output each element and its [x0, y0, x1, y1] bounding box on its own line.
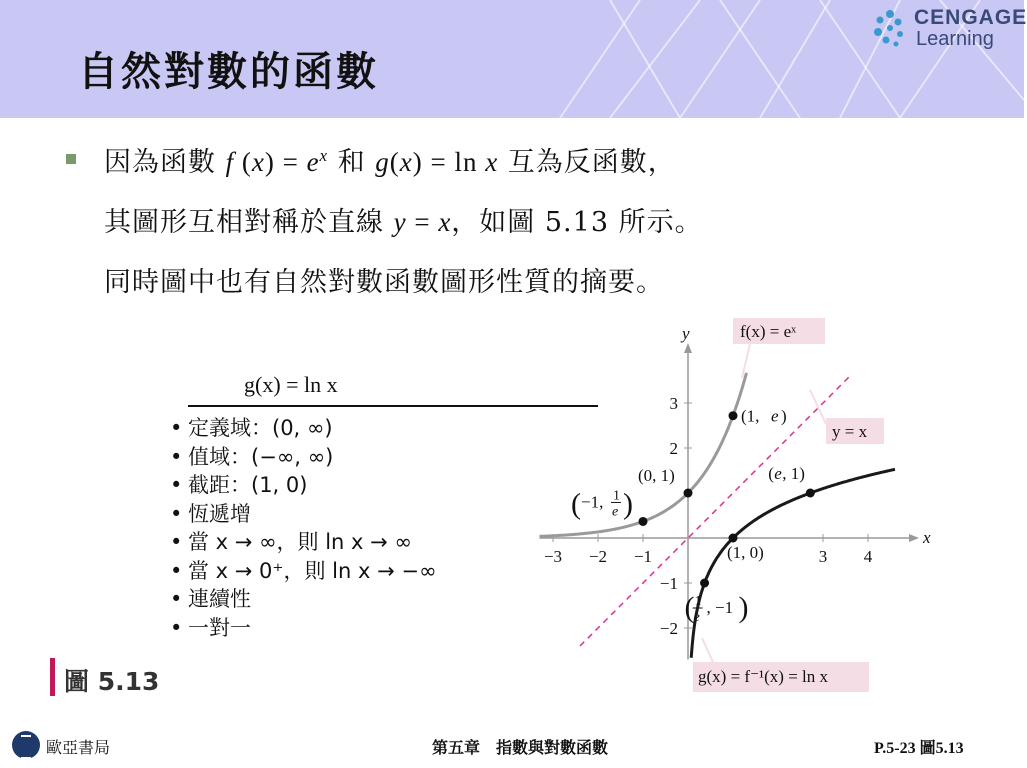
f-callout-label: f(x) = eˣ [740, 322, 797, 341]
y-tick-label: −1 [659, 574, 678, 593]
x-axis-arrow [909, 534, 919, 542]
header-band [0, 0, 1027, 118]
property-text: 恆遞增 [188, 501, 251, 526]
y-axis-label: y [682, 324, 690, 343]
log-exp-chart [528, 318, 931, 698]
bullet-marker [66, 154, 76, 164]
point-label: ( [684, 591, 695, 624]
point-label: ) [738, 591, 749, 624]
g-callout-label: g(x) = f⁻¹(x) = ln x [698, 667, 829, 686]
point-label: , −1 [706, 598, 734, 617]
point-label: e [693, 610, 700, 625]
bullet-dot: • [170, 530, 183, 554]
bullet-dot: • [170, 501, 183, 526]
data-point [729, 411, 738, 420]
point-label: e [771, 406, 779, 426]
x-tick-label: −2 [588, 547, 608, 566]
property-item [170, 585, 436, 614]
properties-heading: g(x) = ln x [244, 372, 338, 397]
cengage-swirl-icon [870, 6, 910, 48]
point-label: , 1) [782, 464, 805, 483]
page-title: 自然對數的函數 [78, 48, 379, 95]
x-tick-label: −1 [633, 547, 653, 566]
publisher-icon [12, 731, 40, 759]
publisher-name: 歐亞書局 [46, 738, 111, 757]
data-point [639, 517, 648, 526]
body-line-1: 因為函數 f $(x) = e^x$ 和 g(x) = ln x 互為反函數， [104, 146, 676, 178]
property-text: 當 x → ∞，則 ln x → ∞ [188, 530, 412, 554]
property-text: 當 x → 0⁺，則 ln x → −∞ [188, 558, 437, 583]
point-label: e [774, 464, 782, 483]
y-tick-label: 2 [669, 439, 678, 458]
point-label: ) [623, 487, 633, 521]
bullet-dot: • [170, 444, 183, 469]
y-tick-label: −2 [659, 619, 678, 638]
data-point [700, 579, 709, 588]
point-label: 1 [694, 594, 702, 609]
property-item [170, 557, 436, 586]
property-item [170, 414, 436, 443]
bullet-dot: • [170, 587, 183, 611]
x-tick-label: 4 [863, 547, 873, 566]
bullet-dot: • [170, 416, 183, 440]
cengage-logo [870, 6, 1027, 52]
point-label: ( [768, 464, 774, 483]
line-callout-leader [810, 390, 826, 424]
point-label: ( [571, 487, 581, 521]
property-item [170, 443, 436, 472]
point-label: e [612, 504, 619, 520]
bullet-dot: • [170, 558, 183, 583]
property-item [170, 471, 436, 500]
logo-subtitle: Learning [916, 28, 994, 50]
bullet-dot: • [170, 473, 183, 497]
figure-label-text: 圖 5.13 [64, 667, 160, 696]
chapter-title: 第五章 指數與對數函數 [432, 738, 609, 757]
point-label: (0, 1) [638, 466, 675, 485]
property-item [170, 500, 436, 529]
point-label: ) [781, 406, 787, 426]
line-callout-label: y = x [832, 422, 868, 441]
x-axis-label: x [923, 528, 931, 547]
body-line-2: 其圖形互相對稱於直線 y = x，如圖 5.13 所示。 [104, 207, 703, 238]
point-label: −1, [581, 492, 604, 512]
y-tick-label: 3 [669, 394, 678, 413]
g-callout-leader [702, 638, 713, 662]
properties-list [170, 414, 436, 642]
point-label: 1 [613, 488, 620, 504]
property-text: 連續性 [188, 587, 251, 611]
body-line-3: 同時圖中也有自然對數函數圖形性質的摘要。 [104, 267, 664, 298]
page-number: P.5-23 圖5.13 [874, 740, 964, 757]
property-item [170, 614, 436, 643]
property-text: 一對一 [188, 615, 251, 640]
property-text: 定義域：(0, ∞) [188, 416, 333, 440]
data-point [729, 534, 738, 543]
property-text: 截距：(1, 0) [188, 473, 308, 497]
footer [0, 722, 1024, 768]
property-text: 值域：(−∞, ∞) [188, 444, 334, 469]
point-label: (1, [741, 406, 760, 426]
data-point [684, 489, 693, 498]
logo-brand: CENGAGE [914, 6, 1027, 29]
y-axis-arrow [684, 343, 692, 353]
figure-label-bar [50, 658, 55, 696]
x-tick-label: −3 [543, 547, 563, 566]
point-label: (1, 0) [727, 543, 764, 562]
data-point [806, 489, 815, 498]
x-tick-label: 3 [818, 547, 828, 566]
bullet-dot: • [170, 615, 183, 640]
property-item [170, 528, 436, 557]
